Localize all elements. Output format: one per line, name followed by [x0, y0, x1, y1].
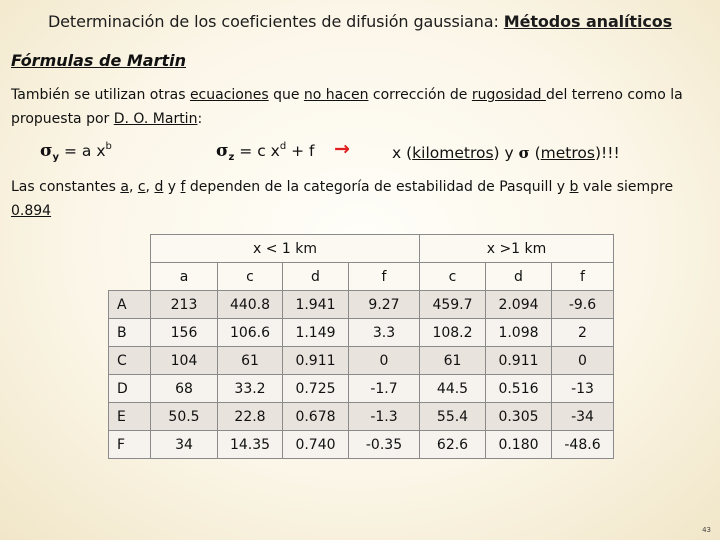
row-label: C: [109, 347, 151, 375]
units-text: ) y: [493, 144, 519, 162]
table-cell: 0.305: [486, 403, 552, 431]
table-cell: 22.8: [218, 403, 283, 431]
units-text: x (: [392, 144, 413, 162]
row-label: F: [109, 431, 151, 459]
table-row: [109, 403, 614, 431]
table-cell: 1.149: [283, 319, 349, 347]
coefficients-table: [108, 234, 614, 459]
intro-paragraph: [11, 83, 711, 131]
table-cell: -1.7: [349, 375, 420, 403]
table-cell: 106.6: [218, 319, 283, 347]
constant-d: d: [154, 179, 164, 195]
formula-subscript: y: [52, 152, 60, 163]
formula-tail: + f: [286, 142, 315, 160]
constants-text: vale siempre: [578, 179, 674, 195]
table-cell: -0.35: [349, 431, 420, 459]
constant-b: b: [569, 179, 579, 195]
table-cell: 0.740: [283, 431, 349, 459]
table-cell: 0.678: [283, 403, 349, 431]
table-cell: 9.27: [349, 291, 420, 319]
table-cell: 459.7: [420, 291, 486, 319]
table-cell: 14.35: [218, 431, 283, 459]
constant-c: c: [137, 179, 146, 195]
table-cell: 0.180: [486, 431, 552, 459]
para-underlined: ecuaciones: [189, 87, 269, 103]
formula-equation: = c x: [234, 142, 280, 160]
table-body: [109, 291, 614, 459]
table-cell: -9.6: [552, 291, 614, 319]
table-cell: 50.5: [151, 403, 218, 431]
formula-exponent: d: [279, 141, 287, 152]
table-row: [109, 431, 614, 459]
section-heading: Fórmulas de Martin: [11, 51, 187, 70]
table-cell: 55.4: [420, 403, 486, 431]
table-corner: [109, 263, 151, 291]
page-title: [0, 12, 720, 31]
column-header: c: [420, 263, 486, 291]
units-text: (: [529, 144, 541, 162]
table-cell: 68: [151, 375, 218, 403]
formula-sigma-y: [40, 141, 112, 163]
formula-sigma-z: [216, 141, 315, 163]
sigma-symbol: σ: [216, 141, 229, 161]
constant-f: f: [180, 179, 186, 195]
table-cell: 104: [151, 347, 218, 375]
title-prefix: Determinación de los coeficientes de difusión gaussiana:: [47, 12, 504, 31]
group-header-row: [109, 235, 614, 263]
units-note: [392, 144, 620, 162]
constants-text: ,: [145, 179, 155, 195]
table-cell: 3.3: [349, 319, 420, 347]
units-km: kilometros: [412, 144, 494, 162]
table-cell: -13: [552, 375, 614, 403]
table-cell: 44.5: [420, 375, 486, 403]
constants-text: dependen de la categoría de estabilidad de Pasquill y: [185, 179, 570, 195]
formula-subscript: z: [228, 152, 235, 163]
table-cell: 0.911: [486, 347, 552, 375]
column-header: f: [349, 263, 420, 291]
row-label: A: [109, 291, 151, 319]
row-label: B: [109, 319, 151, 347]
sigma-symbol: σ: [518, 144, 530, 162]
para-text: que: [268, 87, 304, 103]
table-cell: 61: [420, 347, 486, 375]
table-row: [109, 319, 614, 347]
column-header: d: [283, 263, 349, 291]
table-cell: -34: [552, 403, 614, 431]
constants-paragraph: [11, 175, 711, 223]
table-row: [109, 375, 614, 403]
units-m: metros: [540, 144, 595, 162]
table-row: [109, 347, 614, 375]
table-cell: 213: [151, 291, 218, 319]
row-label: E: [109, 403, 151, 431]
constant-b-value: 0.894: [11, 203, 52, 219]
column-header: d: [486, 263, 552, 291]
para-underlined: rugosidad: [471, 87, 546, 103]
table-row: [109, 291, 614, 319]
table-cell: 1.941: [283, 291, 349, 319]
group-header-near: x < 1 km: [151, 235, 420, 263]
units-text: )!!!: [594, 144, 620, 162]
group-header-far: x >1 km: [420, 235, 614, 263]
table-corner: [109, 235, 151, 263]
table-cell: 0.911: [283, 347, 349, 375]
page-number: 43: [702, 526, 711, 534]
table-cell: 0: [349, 347, 420, 375]
right-arrow-icon: →: [334, 138, 350, 160]
formula-equation: = a x: [59, 142, 106, 160]
table-cell: 61: [218, 347, 283, 375]
para-text: También se utilizan otras: [11, 87, 190, 103]
table-cell: 33.2: [218, 375, 283, 403]
table-cell: 1.098: [486, 319, 552, 347]
row-label: D: [109, 375, 151, 403]
table-cell: 0.725: [283, 375, 349, 403]
para-text: corrección de: [368, 87, 472, 103]
table-cell: 34: [151, 431, 218, 459]
constants-text: Las constantes: [11, 179, 121, 195]
column-header: a: [151, 263, 218, 291]
para-text: :: [197, 111, 203, 127]
table-cell: 2: [552, 319, 614, 347]
formula-exponent: b: [105, 141, 112, 152]
table-cell: 62.6: [420, 431, 486, 459]
para-underlined: no hacen: [303, 87, 369, 103]
table-cell: -48.6: [552, 431, 614, 459]
table-cell: 0.516: [486, 375, 552, 403]
column-header-row: [109, 263, 614, 291]
constants-text: y: [163, 179, 181, 195]
column-header: f: [552, 263, 614, 291]
para-text: del terreno como la propuesta por: [11, 87, 683, 127]
constant-a: a: [120, 179, 129, 195]
table-cell: 440.8: [218, 291, 283, 319]
table-cell: 156: [151, 319, 218, 347]
table-cell: 2.094: [486, 291, 552, 319]
table-cell: 0: [552, 347, 614, 375]
table-cell: 108.2: [420, 319, 486, 347]
constants-text: ,: [128, 179, 138, 195]
column-header: c: [218, 263, 283, 291]
title-emphasis: Métodos analíticos: [503, 12, 673, 31]
sigma-symbol: σ: [40, 141, 53, 161]
para-author: D. O. Martin: [113, 111, 198, 127]
table-cell: -1.3: [349, 403, 420, 431]
